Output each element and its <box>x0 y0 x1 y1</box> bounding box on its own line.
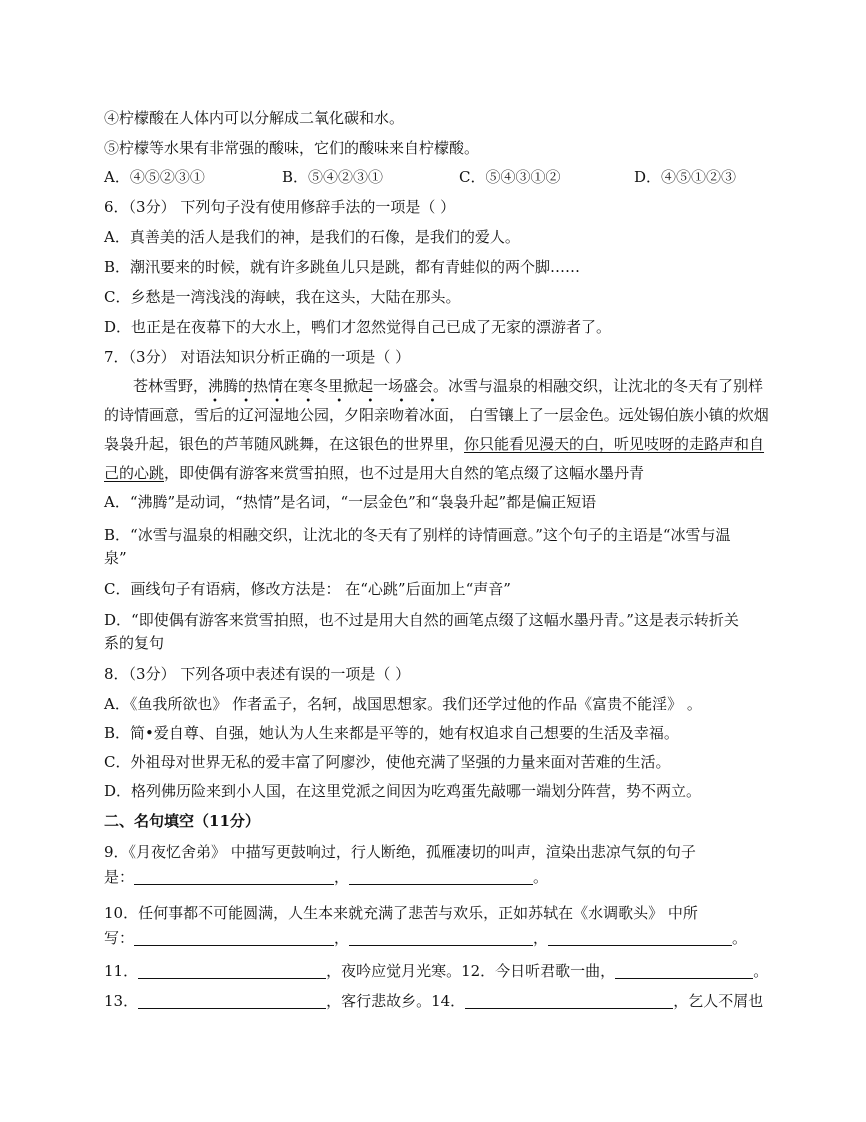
q10-blank-2[interactable] <box>349 929 533 946</box>
underlined-sentence-end: 己的心跳 <box>104 464 165 482</box>
q7-stem: 7．（3分） 对语法知识分析正确的一项是（ ） <box>104 348 411 366</box>
statement-5: ⑤柠檬等水果有非常强的酸味，它们的酸味来自柠檬酸。 <box>104 139 480 157</box>
underlined-sentence: 你只能看见漫天的白，听见吱呀的走路声和自 <box>464 435 765 453</box>
q11-line <box>104 960 768 982</box>
q10-blank-3[interactable] <box>548 929 732 946</box>
q5-option-d[interactable]: D．④⑤①②③ <box>634 168 737 186</box>
q12-end: 。 <box>753 962 769 980</box>
q8-option-a[interactable]: A．《鱼我所欲也》 作者孟子，名轲，战国思想家。我们还学过他的作品《富贵不能淫》 。 <box>104 695 702 713</box>
q10-sep-2: ， <box>533 929 549 947</box>
q7-option-b[interactable]: B．“冰雪与温泉的相融交织，让沈北的冬天有了别样的诗情画意。”这个句子的主语是“冰雪与温 <box>104 526 731 544</box>
q8-option-c[interactable]: C．外祖母对世界无私的爱丰富了阿廖沙，使他充满了坚强的力量来面对苦难的生活。 <box>104 753 671 771</box>
q5-option-a[interactable]: A．④⑤②③① <box>104 168 205 186</box>
q7-passage-line-1: 苍林雪野，沸腾的热情在寒冬里掀起一场盛会。冰雪与温泉的相融交织，让沈北的冬天有了别样 <box>133 377 764 395</box>
q9-blank-2[interactable] <box>349 868 533 885</box>
q11-number: 11． <box>104 962 139 980</box>
q8-stem: 8．（3分） 下列各项中表述有误的一项是（ ） <box>104 665 411 683</box>
q7-passage-line-3 <box>104 433 764 455</box>
q9-blank-1[interactable] <box>134 868 334 885</box>
q10-answer-line <box>104 927 747 949</box>
q10-stem: 10．任何事都不可能圆满，人生本来就充满了悲苦与欢乐，正如苏轼在《水调歌头》 中所 <box>104 904 698 922</box>
q14-end: ，乞人不屑也 <box>673 992 764 1010</box>
q13-blank[interactable] <box>138 992 326 1009</box>
q6-option-a[interactable]: A．真善美的活人是我们的神，是我们的石像，是我们的爱人。 <box>104 228 520 246</box>
q6-stem: 6．（3分） 下列句子没有使用修辞手法的一项是（ ） <box>104 198 456 216</box>
q10-blank-1[interactable] <box>134 929 334 946</box>
q9-prefix: 是： <box>104 868 135 886</box>
q13-number: 13． <box>104 992 139 1010</box>
q12-blank[interactable] <box>615 962 753 979</box>
q7-option-c[interactable]: C．画线句子有语病，修改方法是： 在“心跳”后面加上“声音” <box>104 580 511 598</box>
q9-answer-line <box>104 866 548 888</box>
q5-option-c[interactable]: C．⑤④③①② <box>459 168 561 186</box>
emphasis-dots: • • • • • • • • <box>212 396 447 407</box>
q6-option-d[interactable]: D．也正是在夜幕下的大水上，鸭们才忽然觉得自己已成了无家的漂游者了。 <box>104 318 612 336</box>
q13-text: ，客行悲故乡。14． <box>326 992 466 1010</box>
q14-blank[interactable] <box>465 992 673 1009</box>
q8-option-d[interactable]: D．格列佛历险来到小人国，在这里党派之间因为吃鸡蛋先敲哪一端划分阵营，势不两立。 <box>104 782 702 800</box>
q9-sep: ， <box>334 868 350 886</box>
statement-4: ④柠檬酸在人体内可以分解成二氧化碳和水。 <box>104 109 405 127</box>
q6-option-c[interactable]: C．乡愁是一湾浅浅的海峡，我在这头，大陆在那头。 <box>104 288 461 306</box>
q7-passage-line-4 <box>104 462 644 484</box>
q9-end: 。 <box>533 868 549 886</box>
q7-option-a[interactable]: A．“沸腾”是动词，“热情”是名词，“一层金色”和“袅袅升起”都是偏正短语 <box>104 493 597 511</box>
q10-end: 。 <box>732 929 748 947</box>
q7-option-d-cont: 系的复句 <box>104 634 165 652</box>
q7-passage-line-3-text: 袅袅升起，银色的芦苇随风跳舞，在这银色的世界里， <box>104 435 465 453</box>
q7-passage-line-2: 的诗情画意，雪后的辽河湿地公园，夕阳亲吻着冰面， 白雪镶上了一层金色。远处锡伯族小镇的炊烟 <box>104 406 769 424</box>
q6-option-b[interactable]: B．潮汛要来的时候，就有许多跳鱼儿只是跳，都有青蛙似的两个脚…… <box>104 258 581 276</box>
q11-text: ，夜吟应觉月光寒。12．今日听君歌一曲， <box>326 962 616 980</box>
q11-blank[interactable] <box>138 962 326 979</box>
q9-stem: 9．《月夜忆舍弟》 中描写更鼓响过，行人断绝，孤雁凄切的叫声，渲染出悲凉气氛的句子 <box>104 843 696 861</box>
section-title: 二、名句填空（11分） <box>104 812 260 830</box>
q5-option-b[interactable]: B．⑤④②③① <box>282 168 384 186</box>
q8-option-b[interactable]: B．简•爱自尊、自强，她认为人生来都是平等的，她有权追求自己想要的生活及幸福。 <box>104 724 679 742</box>
q10-sep-1: ， <box>334 929 350 947</box>
q7-option-d[interactable]: D．“即使偶有游客来赏雪拍照，也不过是用大自然的画笔点缀了这幅水墨丹青。”这是表示转折关 <box>104 611 739 629</box>
q7-passage-line-4-text: ，即使偶有游客来赏雪拍照，也不过是用大自然的笔点缀了这幅水墨丹青 <box>164 464 645 482</box>
q13-line <box>104 990 763 1012</box>
q7-option-b-cont: 泉” <box>104 549 127 567</box>
q10-prefix: 写： <box>104 929 135 947</box>
